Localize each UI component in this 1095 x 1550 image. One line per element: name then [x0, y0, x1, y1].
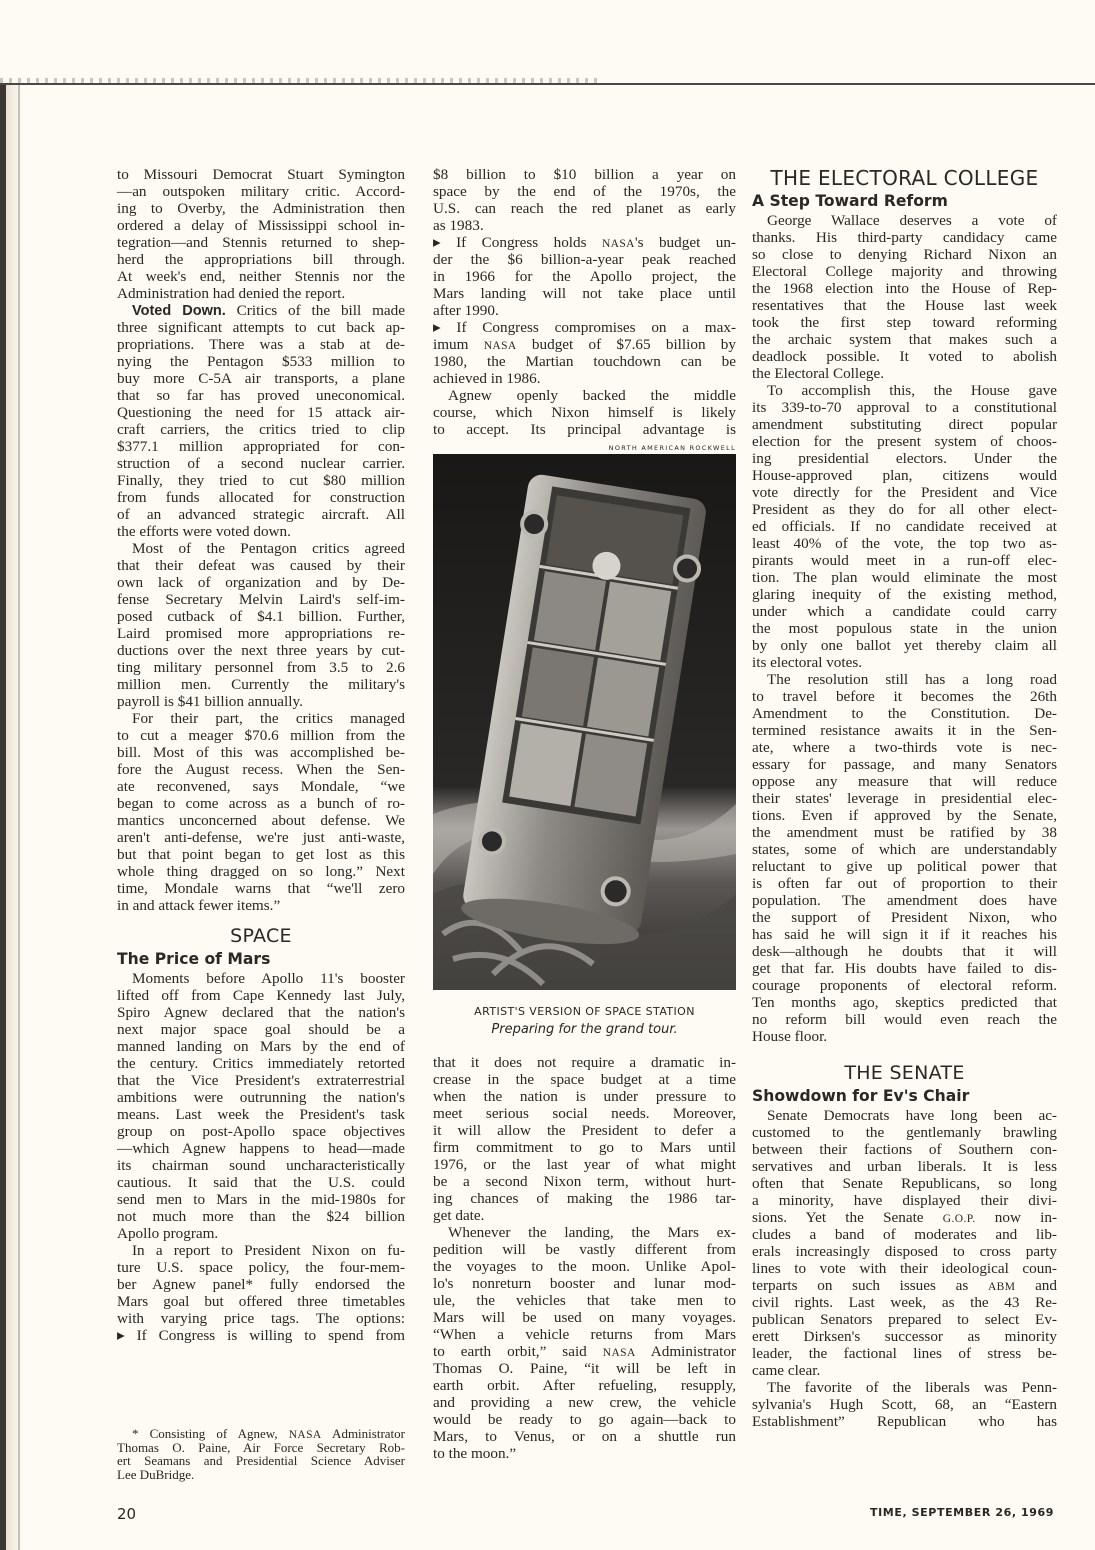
paragraph-line: the 1968 election into the House of Rep- — [752, 280, 1057, 297]
paragraph-line: pedition will be vastly different from — [433, 1241, 736, 1258]
paragraph — [117, 710, 405, 914]
paragraph-line: between their factions of Southern con- — [752, 1141, 1057, 1158]
column-1 — [117, 166, 405, 1344]
paragraph-line: no reform bill would even reach the — [752, 1011, 1057, 1028]
paragraph — [433, 1054, 736, 1224]
paragraph — [752, 382, 1057, 671]
paragraph-line: For their part, the critics managed — [132, 710, 405, 727]
paragraph-line: and providing a new crew, the vehicle — [433, 1394, 736, 1411]
paragraph-line: that their defeat was caused by their — [117, 557, 405, 574]
paragraph — [117, 319, 405, 540]
paragraph-line: get date. — [433, 1207, 485, 1224]
paragraph-line: next major space goal should be a — [117, 1021, 405, 1038]
paragraph-line: resentatives that the House last week — [752, 297, 1057, 314]
paragraph-line: Thomas O. Paine, Air Force Secretary Rob- — [117, 1439, 405, 1455]
paragraph-line: the most populous state in the union — [752, 620, 1057, 637]
paragraph-line: ing presidential electors. Under the — [752, 450, 1057, 467]
paragraph-line: sions. Yet the Senate G.O.P. now in- — [752, 1209, 1058, 1226]
paragraph — [433, 166, 736, 234]
paragraph-line: der the $6 billion-a-year peak reached — [433, 251, 736, 268]
paragraph-line: whole thing dragged on so long.” Next — [117, 863, 405, 880]
paragraph-line: customed to the gentlemanly brawling — [752, 1124, 1057, 1141]
paragraph-line: get that far. His doubts have failed to dis- — [752, 960, 1057, 977]
paragraph-line: U.S. can reach the red planet as early — [433, 200, 736, 217]
paragraph-line: to cut a meager $70.6 million from the — [117, 727, 405, 744]
paragraph-line: ate reconvened, says Mondale, “we — [117, 778, 405, 795]
paragraph-line: Spiro Agnew declared that the nation's — [117, 1004, 405, 1021]
paragraph-line: 1980, the Martian touchdown can be — [433, 353, 736, 370]
paragraph-line: President as they do for all other elect- — [752, 501, 1057, 518]
photo-credit: NORTH AMERICAN ROCKWELL — [608, 444, 736, 452]
paragraph-line: three significant attempts to cut back ap- — [117, 319, 405, 336]
paragraph-line: be a second Nixon term, without hurt- — [433, 1173, 736, 1190]
paragraph-line: * Consisting of Agnew, NASA Administrator — [132, 1426, 405, 1441]
paragraph-line: lo's nonreturn booster and lunar mod- — [433, 1275, 736, 1292]
paragraph — [117, 166, 405, 302]
paragraph-line: it will allow the President to defer a — [433, 1122, 736, 1139]
paragraph-line: Whenever the landing, the Mars ex- — [448, 1224, 736, 1241]
line-text: Critics of the bill made — [225, 302, 405, 319]
paragraph-line: to accept. Its principal advantage is — [433, 421, 736, 438]
paragraph-line: publican Senators prepared to select Ev- — [752, 1311, 1057, 1328]
run-in-head: Voted Down. — [132, 303, 226, 319]
paragraph-line: reluctant to give up political power that — [752, 858, 1057, 875]
footer-issue-date: TIME, SEPTEMBER 26, 1969 — [870, 1506, 1055, 1519]
paragraph-line: Moments before Apollo 11's booster — [132, 970, 405, 987]
paragraph — [433, 234, 736, 319]
paragraph-line: as 1983. — [433, 217, 484, 234]
paragraph-line: imum NASA budget of $7.65 billion by — [433, 336, 736, 353]
paragraph-line: the century. Critics immediately retorted — [117, 1055, 405, 1072]
paragraph — [433, 387, 736, 438]
paragraph-line: to travel before it becomes the 26th — [752, 688, 1057, 705]
paragraph-line: oppose any measure that will reduce — [752, 773, 1057, 790]
paragraph-line: struction of a second nuclear carrier. — [117, 455, 405, 472]
paragraph-line: pirants would meet in a run-off elec- — [752, 552, 1057, 569]
paragraph-line: the amendment must be ratified by 38 — [752, 824, 1057, 841]
paragraph-line: Ten months ago, skeptics predicted that — [752, 994, 1057, 1011]
paragraph-line: ambitions were outrunning the nation's — [117, 1089, 405, 1106]
paragraph-line: population. The amendment does have — [752, 892, 1057, 909]
page-number: 20 — [117, 1505, 137, 1523]
paragraph-line: came clear. — [752, 1362, 821, 1379]
paragraph-line: million men. Currently the military's — [117, 676, 405, 693]
footnote — [117, 1427, 405, 1481]
paragraph-line: earth orbit. After refueling, resupply, — [433, 1377, 736, 1394]
paragraph-line: civil rights. Last week, as the 43 Re- — [752, 1294, 1057, 1311]
paragraph-line: the support of President Nixon, who — [752, 909, 1057, 926]
paragraph-line: in and attack fewer items.” — [117, 897, 281, 914]
paragraph-line: space by the end of the 1970s, the — [433, 183, 736, 200]
paragraph-line — [117, 302, 405, 319]
paragraph-line: vote directly for the President and Vice — [752, 484, 1057, 501]
section-heading-space: SPACE — [230, 925, 292, 947]
footnote-text — [117, 1427, 405, 1481]
paragraph-line: deadlock possible. It voted to abolish — [752, 348, 1057, 365]
paragraph-line: Amendment to the Constitution. De- — [752, 705, 1057, 722]
paragraph-line: Mars will be used on many voyages. — [433, 1309, 736, 1326]
paragraph-line: Agnew openly backed the middle — [448, 387, 736, 404]
paragraph-line: not much more than the $24 billion — [117, 1208, 405, 1225]
paragraph-line: ed officials. If no candidate received at — [752, 518, 1057, 535]
paragraph-line: ate, where a two-thirds vote is nec- — [752, 739, 1057, 756]
paragraph-line: crease in the space budget at a time — [433, 1071, 736, 1088]
paragraph-line: achieved in 1986. — [433, 370, 541, 387]
paragraph-line: lines to vote with their ideological coun- — [752, 1260, 1057, 1277]
paragraph-line: a minority, have displayed their divi- — [752, 1192, 1057, 1209]
paragraph-line: means. Last week the President's task — [117, 1106, 405, 1123]
paragraph-line: ▸ If Congress is willing to spend from — [117, 1327, 405, 1344]
paragraph — [752, 212, 1057, 382]
paragraph-line: has said he will sign it if it reaches his — [752, 926, 1057, 943]
paragraph-line: Mars, to Venus, or on a shuttle run — [433, 1428, 736, 1445]
paragraph-line: but that point began to get lost as this — [117, 846, 405, 863]
paragraph-line: Mars landing will not take place until — [433, 285, 736, 302]
paragraph-line: ordered a delay of Mississippi school in- — [117, 217, 405, 234]
paragraph-line: $377.1 million appropriated for con- — [117, 438, 405, 455]
section-heading-electoral-college: THE ELECTORAL COLLEGE — [770, 166, 1039, 190]
paragraph-line: sylvania's Hugh Scott, 68, an “Eastern — [752, 1396, 1057, 1413]
paragraph-line: bill. Most of this was accomplished be- — [117, 744, 405, 761]
paragraph — [752, 1379, 1057, 1430]
paragraph-line: to the moon.” — [433, 1445, 517, 1462]
paragraph — [752, 671, 1057, 1045]
paragraph-line: its electoral votes. — [752, 654, 863, 671]
paragraph-line: desk—although he doubts that it will — [752, 943, 1057, 960]
paragraph-line: Most of the Pentagon critics agreed — [132, 540, 405, 557]
paragraph-line: course, which Nixon himself is likely — [433, 404, 736, 421]
paragraph-line: its chairman sound uncharacteristically — [117, 1157, 405, 1174]
paragraph-line: began to come across as a bunch of ro- — [117, 795, 405, 812]
paragraph-line: its 339-to-70 approval to a constitutional — [752, 399, 1057, 416]
paragraph-line: ber Agnew panel* fully endorsed the — [117, 1276, 405, 1293]
paragraph-line: manned landing on Mars by the end of — [117, 1038, 405, 1055]
paragraph-line: states, some of which are understandably — [752, 841, 1057, 858]
paragraph-line: time, Mondale warns that “we'll zero — [117, 880, 405, 897]
paragraph-line: tion. The plan would eliminate the most — [752, 569, 1057, 586]
paragraph-line: often that Senate Republicans, so long — [752, 1175, 1057, 1192]
paragraph-line: that so far has proved uneconomical. — [117, 387, 405, 404]
paragraph-line: with varying price tags. The options: — [117, 1310, 405, 1327]
paragraph-line: The resolution still has a long road — [767, 671, 1057, 688]
paragraph-line: nying the Pentagon $533 million to — [117, 353, 405, 370]
paragraph-line: craft carriers, the critics tried to clip — [117, 421, 405, 438]
paragraph-line: Questioning the need for 15 attack air- — [117, 404, 405, 421]
paragraph — [117, 540, 405, 710]
paragraph-line: essary for passage, and many Senators — [752, 756, 1057, 773]
paragraph-line: Establishment” Republican who has — [752, 1413, 1057, 1430]
paragraph-line: cautious. It said that the U.S. could — [117, 1174, 405, 1191]
paragraph-line: ert Seamans and Presidential Science Adviser — [117, 1453, 405, 1468]
paragraph-line: propriations. There was a stab at de- — [117, 336, 405, 353]
paragraph-line: termined resistance awaits it in the Sen- — [752, 722, 1057, 739]
paragraph-line: Electoral College majority and throwing — [752, 263, 1057, 280]
paragraph-line: Thomas O. Paine, “it will be left in — [433, 1360, 736, 1377]
page-top-rule — [0, 83, 1095, 85]
paragraph-line: from funds allocated for construction — [117, 489, 405, 506]
paragraph-line: is often far out of proportion to their — [752, 875, 1057, 892]
paragraph-line: George Wallace deserves a vote of — [767, 212, 1057, 229]
space-station-photo — [433, 454, 736, 990]
paragraph-line: ule, the vehicles that take men to — [433, 1292, 736, 1309]
paragraph-line: firm commitment to go to Mars until — [433, 1139, 736, 1156]
paragraph-line: herd the appropriations bill through. — [117, 251, 405, 268]
paragraph-line: The favorite of the liberals was Penn- — [767, 1379, 1057, 1396]
paragraph — [752, 1107, 1057, 1379]
paragraph-line: tions. Even if approved by the Senate, — [752, 807, 1057, 824]
paragraph-line: House-approved plan, citizens would — [752, 467, 1057, 484]
paragraph-line: posed cutback of $4.1 billion. Further, — [117, 608, 405, 625]
paragraph-line: Apollo program. — [117, 1225, 219, 1242]
paragraph-line: thanks. His third-party candidacy came — [752, 229, 1057, 246]
paragraph-line: after 1990. — [433, 302, 499, 319]
paragraph-line: would be ready to go again—back to — [433, 1411, 736, 1428]
paragraph — [433, 319, 736, 387]
paragraph-line: courage proponents of electoral reform. — [752, 977, 1057, 994]
paragraph-line: send men to Mars in the mid-1980s for — [117, 1191, 405, 1208]
paragraph-line: the efforts were voted down. — [117, 523, 291, 540]
paragraph-line: ductions over the next three years by cut- — [117, 642, 405, 659]
paragraph-line: ▸ If Congress compromises on a max- — [433, 319, 736, 336]
paragraph-line: meet serious social needs. Moreover, — [433, 1105, 736, 1122]
paragraph-line: lifted off from Cape Kennedy last July, — [117, 987, 405, 1004]
column-3 — [752, 166, 1057, 1430]
photo-caption-title: ARTIST'S VERSION OF SPACE STATION — [474, 1005, 695, 1018]
paragraph — [117, 970, 405, 1242]
paragraph-line: their states' leverage in presidential elec- — [752, 790, 1057, 807]
paragraph-line: Finally, they tried to cut $80 million — [117, 472, 405, 489]
paragraph-line: payroll is $41 billion annually. — [117, 693, 303, 710]
column-2 — [433, 166, 736, 1462]
paragraph-line: the archaic system that makes such a — [752, 331, 1057, 348]
paragraph-line: the voyages to the moon. Unlike Apol- — [433, 1258, 736, 1275]
paragraph-line: At week's end, neither Stennis nor the — [117, 268, 405, 285]
paragraph-line: servatives and urban liberals. It is less — [752, 1158, 1057, 1175]
page-binding-edge — [0, 85, 22, 1550]
paragraph-line: ▸ If Congress holds NASA's budget un- — [433, 234, 736, 251]
paragraph-line: ing chances of making the 1986 tar- — [433, 1190, 736, 1207]
headline-step-toward-reform: A Step Toward Reform — [752, 192, 948, 210]
paragraph-line: buy more C-5A air transports, a plane — [117, 370, 405, 387]
paragraph-line: leader, the factional lines of stress be- — [752, 1345, 1057, 1362]
paragraph-line: erett Dirksen's successor as minority — [752, 1328, 1057, 1345]
paragraph-line: under which a candidate could carry — [752, 603, 1057, 620]
paragraph-line: “When a vehicle returns from Mars — [433, 1326, 736, 1343]
paragraph-line: aren't anti-defense, we're just anti-waste, — [117, 829, 405, 846]
paragraph-line: least 40% of the vote, the top two as- — [752, 535, 1057, 552]
paragraph-line: $8 billion to $10 billion a year on — [433, 166, 736, 183]
paragraph-line: in 1966 for the Apollo project, the — [433, 268, 736, 285]
paragraph-line: so close to denying Richard Nixon an — [752, 246, 1057, 263]
paragraph-line: fense Secretary Melvin Laird's self-im- — [117, 591, 405, 608]
paragraph — [117, 1242, 405, 1344]
paragraph-line: terparts on such issues as ABM and — [752, 1277, 1057, 1294]
paragraph-line: when the nation is under pressure to — [433, 1088, 736, 1105]
paragraph-line: to Missouri Democrat Stuart Symington — [117, 166, 405, 183]
space-station-illustration — [433, 454, 736, 990]
paragraph-line: own lack of organization and by De- — [117, 574, 405, 591]
paragraph-line: took the first step toward reforming — [752, 314, 1057, 331]
paragraph-line: 1976, or the last year of what might — [433, 1156, 736, 1173]
paragraph-line: mantics unconcerned about defense. We — [117, 812, 405, 829]
paragraph-line: that it does not require a dramatic in- — [433, 1054, 736, 1071]
paragraph-line: fore the August recess. When the Sen- — [117, 761, 405, 778]
paragraph-line: Mars goal but offered three timetables — [117, 1293, 405, 1310]
photo-caption-text: Preparing for the grand tour. — [491, 1022, 678, 1037]
paragraph — [433, 1224, 736, 1462]
paragraph-line: tegration—and Stennis returned to shep- — [117, 234, 405, 251]
paragraph-line: Administration had denied the report. — [117, 285, 346, 302]
paragraph-line: Senate Democrats have long been ac- — [767, 1107, 1057, 1124]
paragraph-line: the Electoral College. — [752, 365, 884, 382]
paragraph-line: —an outspoken military critic. Accord- — [117, 183, 405, 200]
paragraph-line: that the Vice President's extraterrestrial — [117, 1072, 405, 1089]
paragraph-line: of an advanced strategic aircraft. All — [117, 506, 405, 523]
headline-showdown-evs-chair: Showdown for Ev's Chair — [752, 1087, 970, 1105]
paragraph-line: cludes a band of moderates and lib- — [752, 1226, 1057, 1243]
paragraph-line: election for the present system of choos- — [752, 433, 1057, 450]
paragraph-line: Lee DuBridge. — [117, 1466, 195, 1482]
paragraph-line: House floor. — [752, 1028, 828, 1045]
paragraph-line: group on post-Apollo space objectives — [117, 1123, 405, 1140]
paragraph-line: erals increasingly disposed to cross party — [752, 1243, 1057, 1260]
paragraph-line: ing to Overby, the Administration then — [117, 200, 405, 217]
paragraph-line: ture U.S. space policy, the four-mem- — [117, 1259, 405, 1276]
paragraph-line: To accomplish this, the House gave — [767, 382, 1057, 399]
paragraph-line: glaring inequity of the existing method, — [752, 586, 1057, 603]
paragraph-line: —which Agnew happens to head—made — [117, 1140, 405, 1157]
paragraph-line: to earth orbit,” said NASA Administrator — [433, 1343, 736, 1360]
paragraph-line: ting military personnel from 3.5 to 2.6 — [117, 659, 405, 676]
headline-price-of-mars: The Price of Mars — [117, 950, 271, 968]
paragraph-line: Laird promised more appropriations re- — [117, 625, 405, 642]
paragraph-line: amendment substituting direct popular — [752, 416, 1057, 433]
paragraph-line: by only one ballot yet thereby claim all — [752, 637, 1057, 654]
paragraph-line: In a report to President Nixon on fu- — [132, 1242, 405, 1259]
section-heading-senate: THE SENATE — [844, 1062, 965, 1084]
